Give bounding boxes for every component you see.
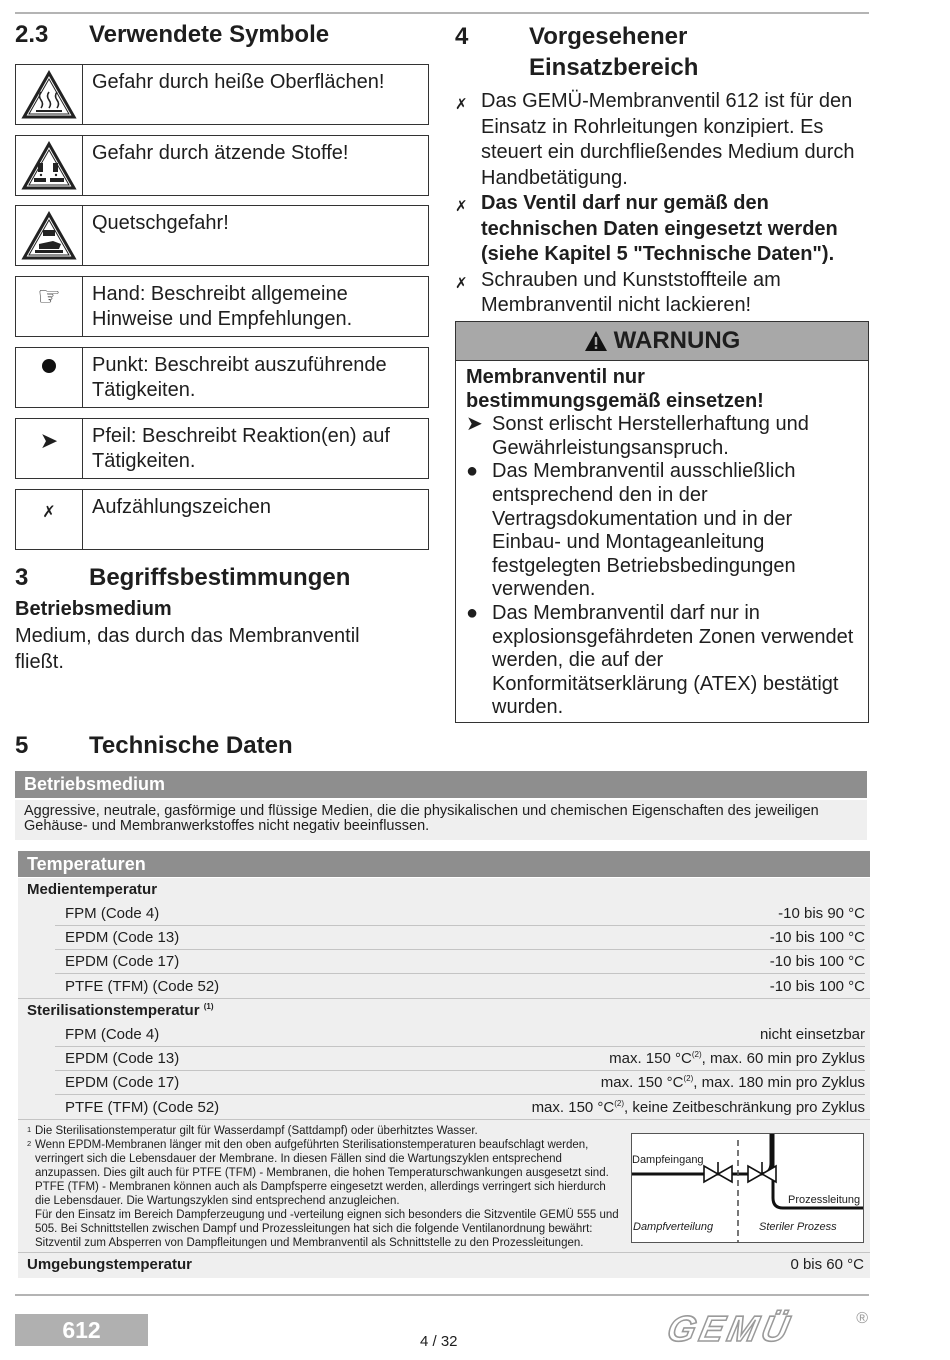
temperaturen-table-header: Temperaturen: [18, 851, 870, 877]
sterilisation-value: [760, 1026, 865, 1043]
section-number: 4: [455, 23, 469, 50]
crush-warning-icon: [16, 206, 83, 265]
list-item: [455, 191, 869, 268]
symbol-row-cross: [15, 489, 429, 550]
material-name: EPDM (Code 17): [65, 1074, 180, 1091]
usage-bullet-list: [455, 89, 869, 319]
arrow-icon: ➤: [466, 413, 483, 436]
footnote: [27, 1138, 622, 1208]
warning-header: [456, 322, 868, 361]
symbol-text: Quetschgefahr!: [92, 212, 229, 234]
umgebungstemperatur-row: [27, 1256, 864, 1276]
warning-item: [466, 460, 860, 602]
footnote-mark: 1: [27, 1125, 32, 1134]
dot-icon: [16, 348, 83, 407]
section-title: Begriffsbestimmungen: [89, 564, 351, 591]
hot-surface-warning-icon: [16, 65, 83, 124]
material-name: FPM (Code 4): [65, 905, 160, 922]
symbol-text: Hand: Beschreibt allgemeine Hinweise und Empfehlungen.: [92, 283, 353, 330]
warning-item-text: Das Membranventil ausschließlich entsprechend den in der Vertragsdokumentation und in der Einbau- und Montageanleitung festgelegten Betriebsbedingungen verwenden.: [492, 460, 796, 601]
symbol-row-hot-surface: [15, 64, 429, 125]
pointing-hand-icon: ☞: [16, 277, 83, 336]
table-divider: [18, 1119, 870, 1120]
sterilisation-value: [532, 1099, 865, 1116]
sterilisation-value: [601, 1074, 865, 1091]
top-rule: [15, 12, 869, 14]
sterilisation-value: [609, 1050, 865, 1067]
value-suffix: , max. 180 min pro Zyklus: [693, 1074, 865, 1091]
footnote-ref: (2): [683, 1074, 694, 1083]
footnote-text: Für den Einsatz im Bereich Dampferzeugung und -verteilung eignen sich besonders die Sitzventile GEMÜ 555 und 505. Bei Schnittstellen zwischen Dampf und Prozessleitungen hat sich die folgende Ventilanordnung bewährt: Sitzventil zum Absperren von Dampfleitungen und Membranventil als Schnittstelle zu den Prozessleitungen.: [35, 1209, 619, 1249]
footnotes: [27, 1124, 622, 1250]
sterilisationstemperatur-label: [27, 1002, 214, 1019]
section-3-heading: [15, 562, 435, 594]
table-row: [55, 1095, 865, 1119]
cross-bullet-icon: ✗: [16, 490, 83, 549]
cross-bullet-icon: ✗: [455, 198, 468, 215]
symbol-text: Pfeil: Beschreibt Reaktion(en) auf Tätigkeiten.: [92, 425, 390, 472]
sterilisation-label-text: Sterilisationstemperatur: [27, 1002, 200, 1019]
warning-triangle-icon: [584, 330, 608, 352]
list-item-text: Schrauben und Kunststoffteile am Membranventil nicht lackieren!: [481, 268, 781, 316]
product-number: 612: [62, 1316, 101, 1343]
umgebung-label: Umgebungstemperatur: [27, 1256, 193, 1273]
material-name: EPDM (Code 13): [65, 929, 180, 946]
footnote: [27, 1124, 622, 1138]
material-name: FPM (Code 4): [65, 1026, 160, 1043]
term-definition: Medium, das durch das Membranventil fließt.: [15, 625, 360, 673]
temperature-value: -10 bis 90 °C: [778, 905, 865, 922]
section-title: Technische Daten: [89, 732, 293, 759]
product-number-badge: [15, 1314, 148, 1346]
page-number: 4 / 32: [420, 1333, 458, 1350]
warning-heading: Membranventil nur bestimmungsgemäß einsetzen!: [466, 366, 764, 412]
symbol-text: Aufzählungszeichen: [92, 496, 272, 518]
dot-icon: ●: [466, 460, 479, 483]
footnote-text: Wenn EPDM-Membranen länger mit den oben aufgeführten Sterilisationstemperaturen beaufschlagt werden, verringert sich die Lebensdauer der Membrane. In diesen Fällen sind die Wartungszyklen entsprechend anzupassen. Dies gilt auch für PTFE (TFM) - Membranen, die hohen Temperaturschwankungen ausgesetzt sind. PTFE (TFM) - Membranen können auch als Dampfsperre eingesetzt werden, allerdings verringert sich hierdurch die Lebensdauer. Die Wartungszyklen sind entsprechend anzugleichen.: [35, 1139, 609, 1207]
table-row: [55, 1071, 865, 1095]
label-dampfeingang: Dampfeingang: [632, 1154, 704, 1166]
list-item: [455, 89, 869, 191]
valve-arrangement-diagram: [631, 1133, 864, 1243]
label-dampfverteilung: Dampfverteilung: [633, 1221, 714, 1233]
footnote-mark: 2: [27, 1139, 32, 1148]
warning-item: [466, 413, 860, 460]
symbol-row-arrow: [15, 418, 429, 479]
list-item-text: Das GEMÜ-Membranventil 612 ist für den Einsatz in Rohrleitungen konzipiert. Es steuert ein durchfließendes Medium durch Handbetätigung.: [481, 90, 855, 189]
symbol-row-corrosive: [15, 135, 429, 196]
value-main: nicht einsetzbar: [759, 1026, 865, 1043]
table-row: [55, 1047, 865, 1071]
gemu-logo: [663, 1308, 868, 1349]
section-title-line2: Einsatzbereich: [529, 54, 699, 81]
temperature-value: -10 bis 100 °C: [769, 929, 865, 946]
table-row: [55, 950, 865, 974]
medientemperatur-label: Medientemperatur: [27, 881, 158, 898]
betriebsmedium-table-body: [15, 800, 867, 840]
table-row: [55, 974, 865, 998]
section-number: 5: [15, 732, 29, 759]
material-name: PTFE (TFM) (Code 52): [65, 977, 220, 995]
table-row: [55, 926, 865, 950]
registered-mark: ®: [856, 1310, 868, 1327]
term-betriebsmedium: Betriebsmedium: [15, 598, 172, 620]
value-main: max. 150 °C: [531, 1098, 615, 1116]
symbol-row-dot: [15, 347, 429, 408]
list-item-text: Das Ventil darf nur gemäß den technischen Daten eingesetzt werden (siehe Kapitel 5 "Technische Daten").: [481, 192, 838, 265]
footnote-ref: (2): [614, 1098, 625, 1108]
footer-rule: [15, 1294, 869, 1296]
symbol-row-crush: [15, 205, 429, 266]
cross-bullet-icon: ✗: [455, 96, 468, 113]
symbol-text: Gefahr durch ätzende Stoffe!: [92, 142, 349, 164]
cross-bullet-icon: ✗: [455, 274, 468, 292]
section-title-line1: Vorgesehener: [529, 23, 688, 50]
table-divider: [18, 1252, 870, 1253]
value-main: max. 150 °C: [600, 1074, 684, 1091]
table-row: [55, 902, 865, 926]
section-4-heading: [455, 21, 869, 85]
warning-box: [455, 321, 869, 723]
material-name: PTFE (TFM) (Code 52): [65, 1098, 220, 1116]
brand-logo-text: GEMÜ: [663, 1308, 797, 1349]
footnote-text: Die Sterilisationstemperatur gilt für Wasserdampf (Sattdampf) oder überhitztes Wasser.: [35, 1125, 478, 1137]
material-name: EPDM (Code 17): [65, 953, 180, 970]
material-name: EPDM (Code 13): [65, 1050, 180, 1067]
value-suffix: , keine Zeitbeschränkung pro Zyklus: [624, 1098, 865, 1116]
symbol-text: Punkt: Beschreibt auszuführende Tätigkeiten.: [92, 354, 387, 401]
warning-item-text: Sonst erlischt Herstellerhaftung und Gewährleistungsanspruch.: [492, 413, 809, 459]
list-item: [455, 268, 869, 319]
footnote-ref: (2): [691, 1050, 702, 1059]
footnote: [27, 1208, 622, 1250]
temperature-value: -10 bis 100 °C: [769, 953, 865, 970]
table-divider: [18, 998, 870, 999]
betriebsmedium-text: Aggressive, neutrale, gasförmige und flüssige Medien, die die physikalischen und chemischen Eigenschaften des jeweiligen Gehäuse- und Membranwerkstoffes nicht negativ beeinflussen.: [24, 803, 819, 834]
section-5-heading: [15, 730, 515, 762]
value-suffix: , max. 60 min pro Zyklus: [701, 1050, 865, 1067]
table-row: [55, 1023, 865, 1047]
label-prozessleitung: Prozessleitung: [788, 1194, 861, 1206]
section-title: Verwendete Symbole: [89, 21, 330, 48]
dot-icon: ●: [466, 601, 479, 624]
warning-item-text: Das Membranventil darf nur in explosionsgefährdeten Zonen verwendet werden, die auf der Konformitätserklärung (ATEX) bestätigt wurden.: [492, 601, 854, 719]
symbol-row-hand: [15, 276, 429, 337]
betriebsmedium-table-header: Betriebsmedium: [15, 771, 867, 798]
label-steriler-prozess: Steriler Prozess: [759, 1221, 837, 1233]
warning-item: [466, 602, 860, 720]
symbol-text: Gefahr durch heiße Oberflächen!: [92, 71, 385, 93]
umgebung-value: 0 bis 60 °C: [790, 1256, 864, 1273]
section-number: 3: [15, 564, 29, 591]
corrosive-warning-icon: [16, 136, 83, 195]
warning-label: WARNUNG: [613, 327, 741, 354]
arrow-icon: ➤: [16, 419, 83, 478]
footnote-ref: (1): [203, 1002, 214, 1011]
section-2-3-heading: [15, 19, 435, 51]
temperature-value: -10 bis 100 °C: [769, 977, 865, 995]
value-main: max. 150 °C: [609, 1050, 692, 1067]
warning-body: [466, 366, 860, 720]
section-number: 2.3: [15, 21, 49, 48]
